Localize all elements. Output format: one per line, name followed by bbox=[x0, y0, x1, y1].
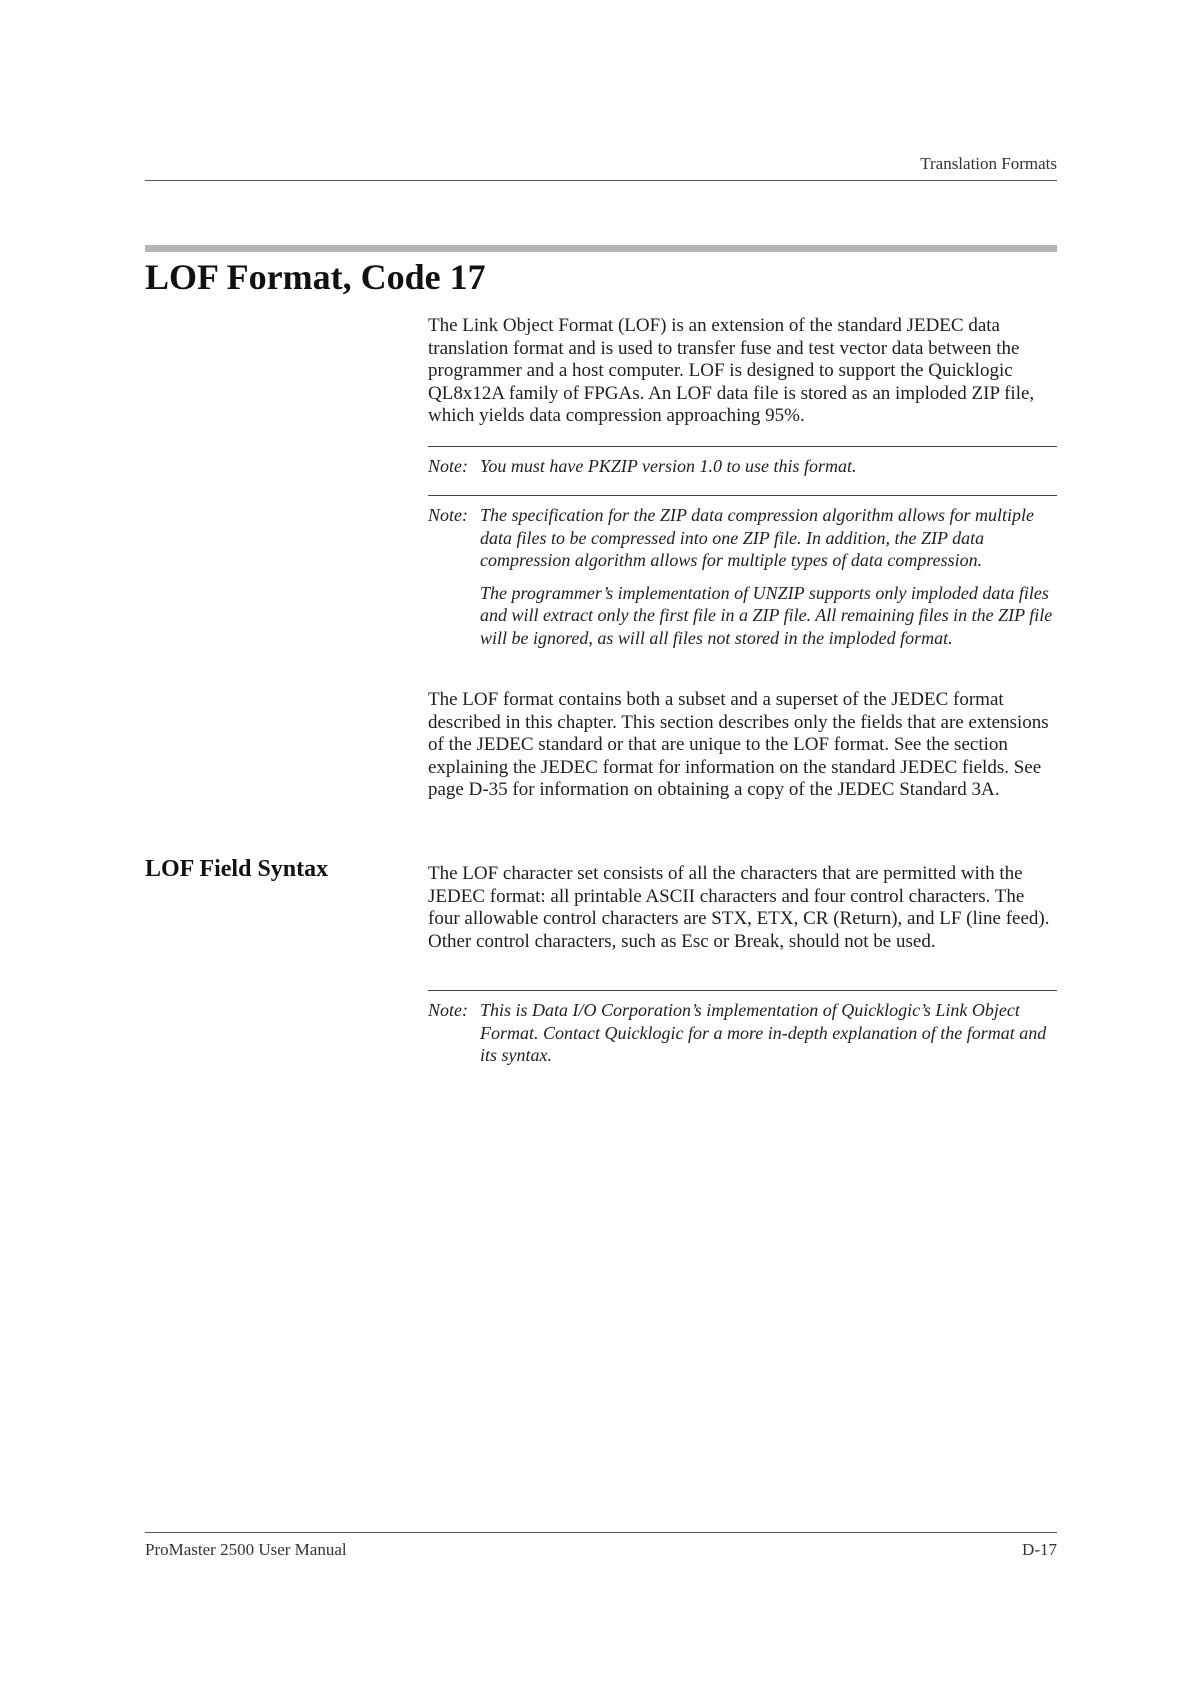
section-title: LOF Format, Code 17 bbox=[145, 257, 486, 297]
section-bar bbox=[145, 245, 1057, 252]
note-text: You must have PKZIP version 1.0 to use this format. bbox=[480, 456, 857, 476]
intro-block bbox=[428, 315, 1057, 428]
footer-rule bbox=[145, 1532, 1057, 1533]
running-head: Translation Formats bbox=[920, 154, 1057, 173]
intro-paragraph: The Link Object Format (LOF) is an extension of the standard JEDEC data translation format and is used to transfer fuse and test vector data between the programmer and a host computer. LOF is designed to support the Quicklogic QL8x12A family of FPGAs. An LOF data file is stored as an imploded ZIP file, which yields data compression approaching 95%. bbox=[428, 315, 1035, 426]
footer-manual-title: ProMaster 2500 User Manual bbox=[145, 1540, 347, 1559]
subsection-title: LOF Field Syntax bbox=[145, 856, 329, 882]
syntax-block bbox=[428, 863, 1057, 953]
syntax-paragraph: The LOF character set consists of all the characters that are permitted with the JEDEC format: all printable ASCII characters and four control characters. The four allowable control characters are STX, ETX, CR (Return), and LF (line feed). Other control characters, such as Esc or Break, should not be used. bbox=[428, 863, 1050, 952]
note-label: Note: bbox=[428, 456, 468, 476]
jedec-block bbox=[428, 689, 1057, 802]
footer-page-number: D-17 bbox=[1022, 1540, 1057, 1559]
note-pkzip bbox=[428, 446, 1057, 478]
note-text-2: The programmer’s implementation of UNZIP supports only imploded data files and will extract only the first file in a ZIP file. All remaining files in the ZIP file will be ignored, as will all files not stored in the imploded format. bbox=[480, 582, 1053, 648]
header-rule bbox=[145, 180, 1057, 181]
note-label: Note: bbox=[428, 1000, 468, 1020]
note-label: Note: bbox=[428, 505, 468, 525]
note-text-1: The specification for the ZIP data compression algorithm allows for multiple data files to be compressed into one ZIP file. In addition, the ZIP data compression algorithm allows for multiple types of data compression. bbox=[480, 505, 1034, 570]
note-text: This is Data I/O Corporation’s implementation of Quicklogic’s Link Object Format. Contact Quicklogic for a more in-depth explanation of the format and its syntax. bbox=[480, 1000, 1047, 1065]
note-zip-spec bbox=[428, 495, 1057, 649]
note-implementation bbox=[428, 990, 1057, 1067]
jedec-paragraph: The LOF format contains both a subset and a superset of the JEDEC format described in this chapter. This section describes only the fields that are extensions of the JEDEC standard or that are unique to the LOF format. See the section explaining the JEDEC format for information on the standard JEDEC fields. See page D-35 for information on obtaining a copy of the JEDEC Standard 3A. bbox=[428, 689, 1049, 800]
